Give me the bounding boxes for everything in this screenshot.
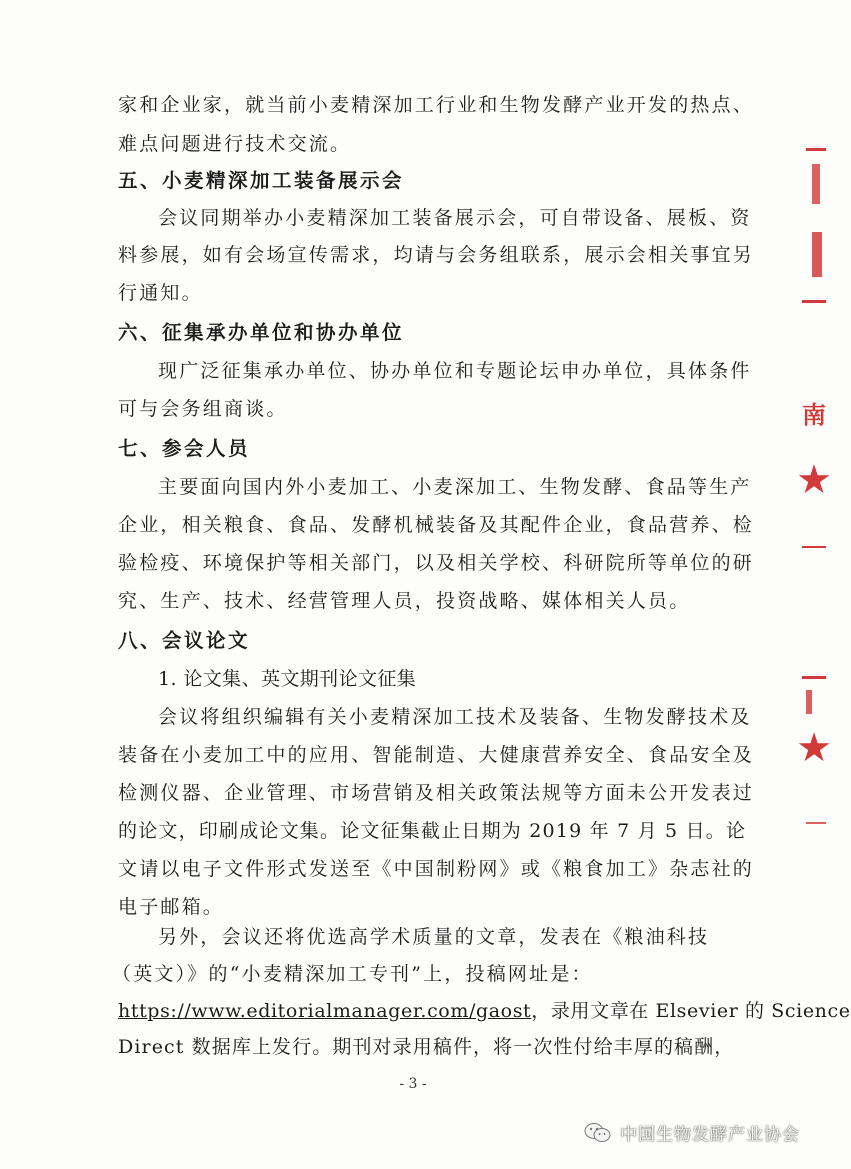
seal-star-icon: ★: [796, 725, 832, 771]
paragraph-line: 另外，会议还将优选高学术质量的文章，发表在《粮油科技: [158, 926, 710, 948]
wechat-icon: [584, 1122, 612, 1144]
paragraph-line: 难点问题进行技术交流。: [118, 133, 352, 155]
paragraph-line: 的论文，印刷成论文集。论文征集截止日期为 2019 年 7 月 5 日。论: [118, 820, 747, 842]
paragraph-line: 企业，相关粮食、食品、发酵机械装备及其配件企业，食品营养、检: [118, 514, 755, 536]
seal-star-icon: ★: [796, 457, 832, 503]
section-heading-5: 五、小麦精深加工装备展示会: [118, 169, 405, 192]
submission-link[interactable]: https://www.editorialmanager.com/gaost: [118, 1000, 532, 1022]
watermark-text: 中国生物发酵产业协会: [620, 1125, 800, 1145]
page-number: - 3 -: [399, 1076, 427, 1092]
paragraph-line: 文请以电子文件形式发送至《中国制粉网》或《粮食加工》杂志社的: [118, 858, 755, 880]
seal-fragment: [802, 676, 826, 679]
paragraph-line: 检测仪器、企业管理、市场营销及相关政策法规等方面未公开发表过: [118, 782, 755, 804]
seal-fragment: [800, 140, 826, 220]
seal-fragment: [802, 546, 826, 548]
paragraph-line: 究、生产、技术、经营管理人员，投资战略、媒体相关人员。: [118, 590, 691, 612]
section-heading-6: 六、征集承办单位和协办单位: [118, 321, 405, 344]
section-heading-8: 八、会议论文: [118, 629, 251, 652]
paragraph-line: 可与会务组商谈。: [118, 398, 288, 420]
paragraph-line: 现广泛征集承办单位、协办单位和专题论坛申办单位，具体条件: [158, 360, 752, 382]
paragraph-line: 装备在小麦加工中的应用、智能制造、大健康营养安全、食品安全及: [118, 744, 755, 766]
paragraph-line: 会议将组织编辑有关小麦精深加工技术及装备、生物发酵技术及: [158, 706, 752, 728]
seal-fragment: [806, 690, 812, 714]
subsection-heading: 1. 论文集、英文期刊论文征集: [158, 668, 417, 690]
seal-char: 南: [802, 401, 826, 429]
paragraph-line: 验检疫、环境保护等相关部门，以及相关学校、科研院所等单位的研: [118, 552, 755, 574]
seal-fragment: [802, 300, 826, 303]
paragraph-line: 家和企业家，就当前小麦精深加工行业和生物发酵产业开发的热点、: [118, 94, 755, 116]
section-heading-7: 七、参会人员: [118, 437, 251, 460]
paragraph-line: 料参展，如有会场宣传需求，均请与会务组联系，展示会相关事宜另: [118, 244, 755, 266]
url-trailing-text: ，录用文章在 Elsevier 的 Science: [531, 1000, 851, 1022]
seal-fragment: [812, 232, 822, 277]
paragraph-line: 电子邮箱。: [118, 896, 225, 918]
paragraph-line: 主要面向国内外小麦加工、小麦深加工、生物发酵、食品等生产: [158, 476, 752, 498]
seal-fragment: [806, 822, 826, 824]
paragraph-line-url: [118, 998, 851, 1024]
watermark: [584, 1120, 800, 1145]
paragraph-line: Direct 数据库上发行。期刊对录用稿件，将一次性付给丰厚的稿酬，: [118, 1036, 735, 1058]
paragraph-line: 行通知。: [118, 282, 203, 304]
paragraph-line: （英文）》的“小麦精深加工专刊”上，投稿网址是：: [112, 963, 593, 985]
paragraph-line: 会议同期举办小麦精深加工装备展示会，可自带设备、展板、资: [158, 207, 752, 229]
